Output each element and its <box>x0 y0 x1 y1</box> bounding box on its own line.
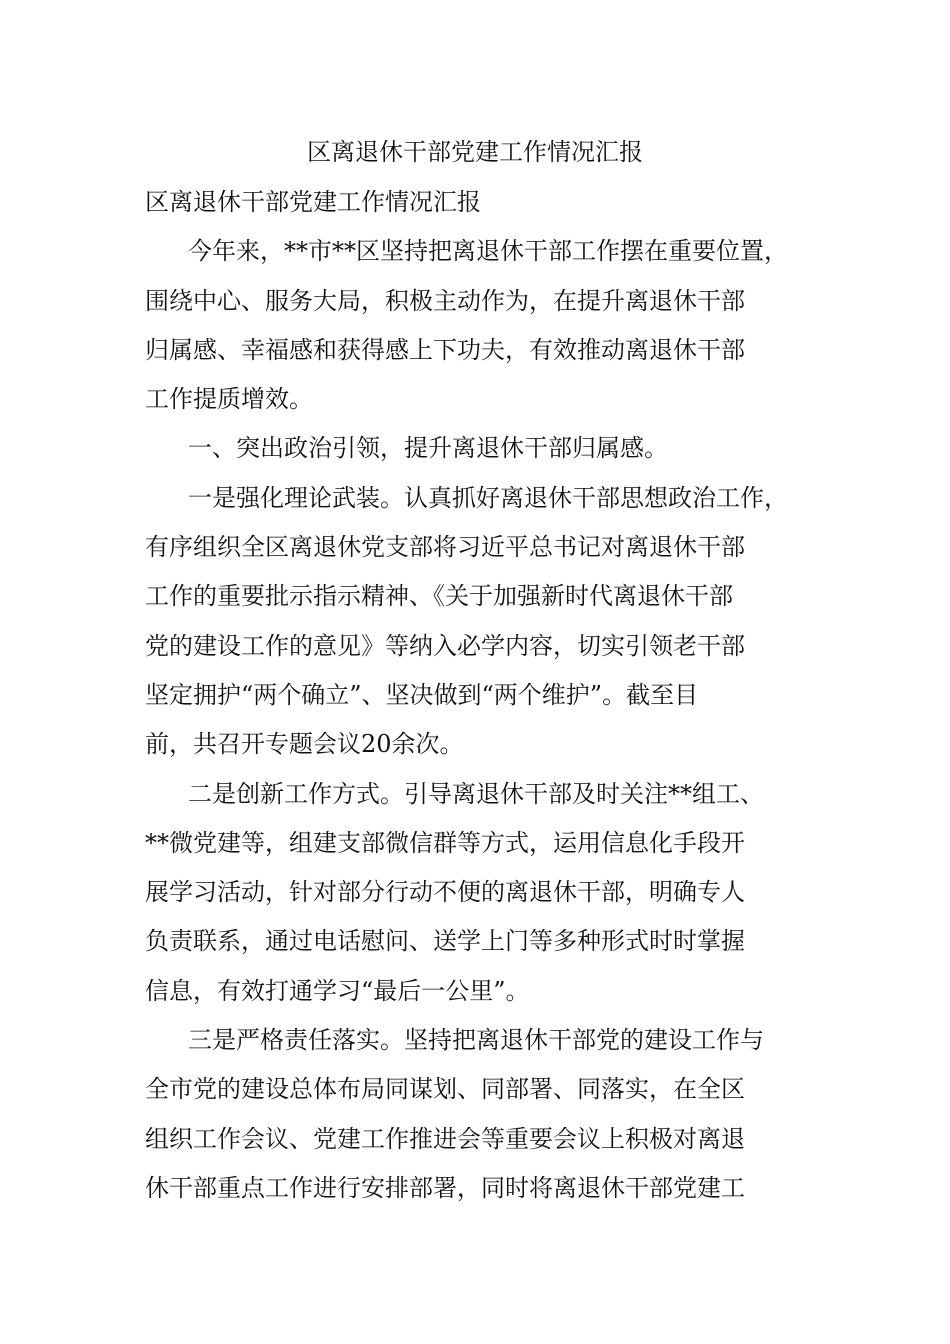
paragraph-line: 围绕中心、服务大局，积极主动作为，在提升离退休干部 <box>145 286 745 315</box>
paragraph-line: 工作提质增效。 <box>145 385 313 414</box>
paragraph-line: 党的建设工作的意见》等纳入必学内容，切实引领老干部 <box>145 631 745 660</box>
paragraph-line: 前，共召开专题会议20余次。 <box>145 730 464 759</box>
document-body <box>145 178 835 1213</box>
subtitle-line: 区离退休干部党建工作情况汇报 <box>145 188 481 216</box>
paragraph-line: 一是强化理论武装。认真抓好离退休干部思想政治工作， <box>188 483 788 512</box>
paragraph-line: 归属感、幸福感和获得感上下功夫，有效推动离退休干部 <box>145 335 745 364</box>
paragraph-line: 有序组织全区离退休党支部将习近平总书记对离退休干部 <box>145 533 745 562</box>
paragraph-line: 三是严格责任落实。坚持把离退休干部党的建设工作与 <box>188 1026 764 1055</box>
paragraph-line: 二是创新工作方式。引导离退休干部及时关注**组工、 <box>188 779 764 808</box>
paragraph-line: **微党建等，组建支部微信群等方式，运用信息化手段开 <box>145 828 745 857</box>
document-title: 区离退休干部党建工作情况汇报 <box>307 138 643 166</box>
paragraph-line: 休干部重点工作进行安排部署，同时将离退休干部党建工 <box>145 1173 745 1202</box>
paragraph-line: 信息，有效打通学习“最后一公里”。 <box>145 976 530 1005</box>
paragraph-line: 负责联系，通过电话慰问、送学上门等多种形式时时掌握 <box>145 927 745 956</box>
paragraph-line: 今年来，**市**区坚持把离退休干部工作摆在重要位置， <box>188 237 788 266</box>
paragraph-line: 坚定拥护“两个确立”、坚决做到“两个维护”。截至目 <box>145 680 699 709</box>
paragraph-line: 工作的重要批示指示精神、《关于加强新时代离退休干部 <box>145 582 733 611</box>
section-heading: 一、突出政治引领，提升离退休干部归属感。 <box>188 434 668 463</box>
paragraph-line: 组织工作会议、党建工作推进会等重要会议上积极对离退 <box>145 1124 745 1153</box>
paragraph-line: 全市党的建设总体布局同谋划、同部署、同落实，在全区 <box>145 1075 745 1104</box>
paragraph-line: 展学习活动，针对部分行动不便的离退休干部，明确专人 <box>145 878 745 907</box>
